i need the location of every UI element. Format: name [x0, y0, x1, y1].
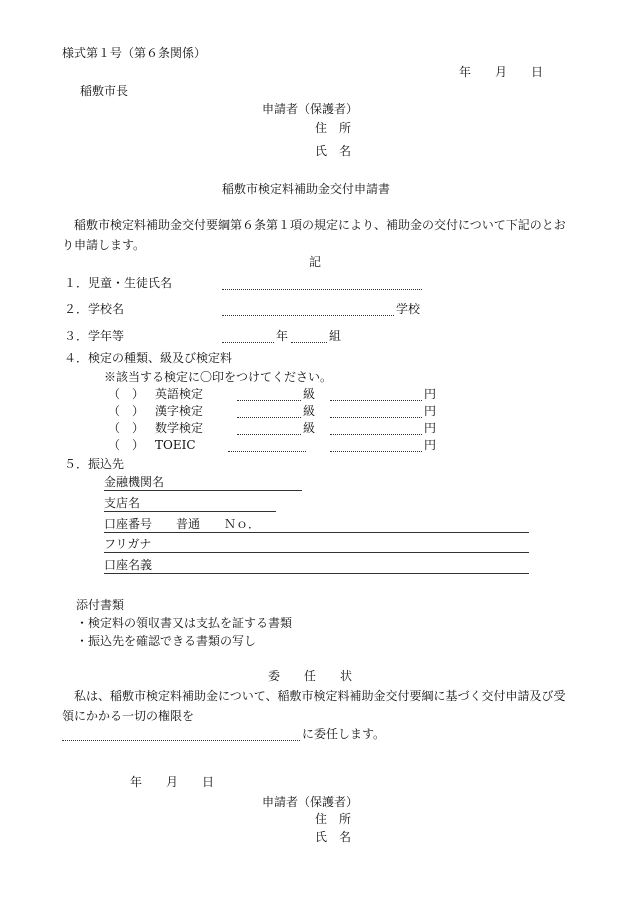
exam-paren[interactable]: （ ） [108, 387, 145, 401]
addressee: 稲敷市長 [80, 84, 129, 98]
ki-label: 記 [309, 255, 322, 269]
exam-name: 英語検定 [155, 387, 204, 401]
grade-unit: 級 [303, 387, 316, 401]
exam-fee-field[interactable] [330, 451, 422, 452]
grade-class-field[interactable] [291, 342, 327, 343]
proxy-text: 私は、稲敷市検定料補助金について、稲敷市検定料補助金交付要綱に基づく交付申請及び受領にかかる一切の権限を [62, 689, 566, 723]
name-label: 氏 名 [315, 144, 352, 158]
applicant-label: 申請者（保護者） [262, 102, 359, 116]
proxy-title: 委 任 状 [268, 669, 353, 683]
exam-name: 数学検定 [155, 421, 204, 435]
applicant-label: 申請者（保護者） [262, 795, 359, 809]
branch-field[interactable] [104, 511, 276, 512]
item4-note: ※該当する検定に〇印をつけてください。 [104, 370, 333, 384]
attachments-heading: 添付書類 [76, 598, 125, 612]
proxy-date-line: 年 月 日 [130, 775, 215, 789]
branch-label: 支店名 [104, 496, 141, 510]
delegate-suffix: に委任します。 [302, 727, 386, 741]
account-holder-field[interactable] [104, 573, 529, 574]
intro-text: 稲敷市検定料補助金交付要綱第６条第１項の規定により、補助金の交付について下記のとおり申請します。 [62, 218, 566, 252]
furigana-field[interactable] [104, 552, 529, 553]
document-title: 稲敷市検定料補助金交付申請書 [222, 182, 391, 196]
exam-name: 漢字検定 [155, 404, 204, 418]
attachment-item: ・検定料の領収書又は支払を証する書類 [76, 616, 293, 630]
yen-unit: 円 [424, 387, 437, 401]
form-number: 様式第１号（第６条関係） [62, 46, 207, 60]
grade-unit: 級 [303, 421, 316, 435]
exam-paren[interactable]: （ ） [108, 421, 145, 435]
exam-paren[interactable]: （ ） [108, 404, 145, 418]
yen-unit: 円 [424, 404, 437, 418]
bank-name-field[interactable] [104, 490, 302, 491]
delegate-name-field[interactable] [62, 740, 300, 741]
item5-label: ５．振込先 [64, 457, 125, 471]
grade-year-field[interactable] [222, 342, 274, 343]
exam-paren[interactable]: （ ） [108, 438, 145, 452]
exam-grade-field[interactable] [237, 417, 301, 418]
date-line: 年 月 日 [459, 65, 544, 79]
account-holder-label: 口座名義 [104, 558, 153, 572]
exam-fee-field[interactable] [330, 400, 422, 401]
school-name-field[interactable] [222, 315, 394, 316]
exam-fee-field[interactable] [330, 434, 422, 435]
yen-unit: 円 [424, 438, 437, 452]
yen-unit: 円 [424, 421, 437, 435]
address-label: 住 所 [315, 812, 352, 826]
grade-unit: 級 [303, 404, 316, 418]
account-number-field[interactable] [104, 532, 529, 533]
exam-grade-field[interactable] [237, 434, 301, 435]
item2-label: ２．学校名 [64, 302, 125, 316]
exam-name: TOEIC [155, 438, 196, 452]
year-label: 年 [276, 329, 289, 343]
item3-label: ３．学年等 [64, 329, 125, 343]
student-name-field[interactable] [222, 289, 422, 290]
class-label: 組 [329, 329, 342, 343]
name-label: 氏 名 [315, 830, 352, 844]
item1-label: １．児童・生徒氏名 [64, 276, 173, 290]
bank-name-label: 金融機関名 [104, 475, 165, 489]
exam-fee-field[interactable] [330, 417, 422, 418]
exam-grade-field[interactable] [228, 451, 306, 452]
attachment-item: ・振込先を確認できる書類の写し [76, 634, 257, 648]
school-suffix: 学校 [396, 302, 421, 316]
account-number-label: 口座番号 普通 Ｎｏ． [104, 517, 261, 531]
furigana-label: フリガナ [104, 537, 152, 551]
exam-grade-field[interactable] [237, 400, 301, 401]
address-label: 住 所 [315, 121, 352, 135]
item4-label: ４．検定の種類、級及び検定料 [64, 351, 233, 365]
